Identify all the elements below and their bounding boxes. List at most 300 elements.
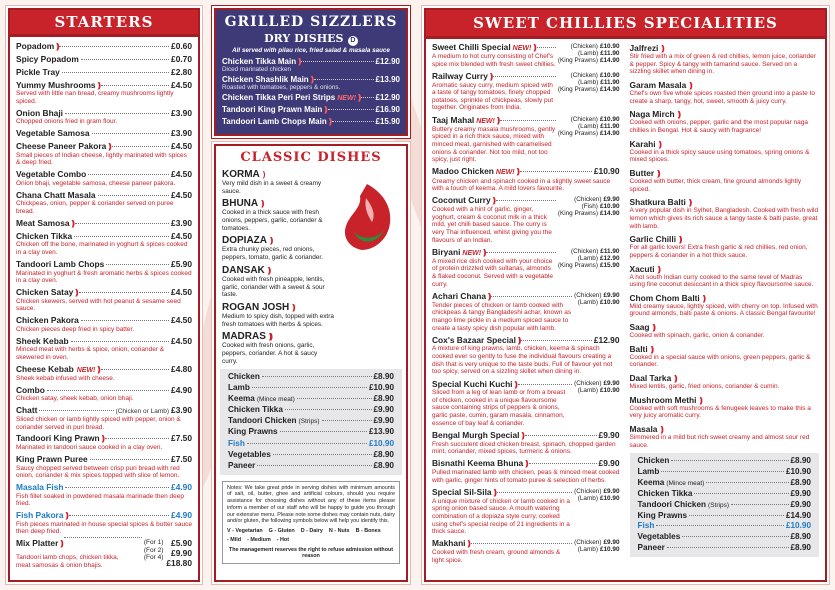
menu-item-row	[16, 260, 192, 270]
variant-price: £9.90	[603, 196, 620, 204]
classic-dish	[222, 265, 334, 299]
new-badge: NEW!	[76, 366, 96, 374]
item-price: £4.50	[171, 141, 192, 152]
item-price: £12.90	[593, 334, 620, 345]
speciality-price-row	[638, 456, 812, 465]
item-name: Chicken Pakora	[16, 315, 79, 326]
item-price: £10.90	[368, 383, 394, 393]
item-name: Biryani	[432, 246, 461, 257]
curry-style-item	[630, 264, 820, 289]
chili-icon: ))	[60, 539, 62, 549]
chili-icon: ))	[674, 374, 676, 384]
chili-icon: ))	[516, 167, 518, 177]
item-description: Aromatic saucy curry, medium spiced with a taste of tangy tomatoes, finely chopped potatoes, sprinkle of chickpeas, slowly put together. Originates from India.	[432, 81, 554, 112]
item-price: £3.90	[171, 128, 192, 139]
legend-item: - Mild	[227, 536, 242, 543]
speciality-item	[432, 43, 620, 68]
dish-description: Medium to spicy dish, topped with extra fresh tomatoes with herbs & spices.	[222, 312, 334, 328]
variant-prices	[558, 72, 620, 93]
item-name: Naga Mirch	[629, 109, 675, 120]
item-name: Tandoori Lamb Chops	[16, 258, 105, 269]
variant-label: (Lamb)	[578, 78, 599, 86]
variant-prices	[574, 488, 619, 502]
chili-icon: ))	[657, 168, 659, 178]
legend-item: G - Gluten	[268, 528, 295, 535]
item-name: Railway Curry	[432, 70, 488, 81]
starter-item	[16, 316, 192, 333]
variant-price: £10.90	[599, 546, 620, 554]
dish-description: Extra chunky pieces, red onions, peppers, tomato, garlic & coriander.	[222, 246, 323, 262]
specials-title: SWEET CHILLIES SPECIALITIES	[426, 10, 825, 39]
variant-label: (Chicken)	[574, 487, 602, 495]
menu-item-row	[16, 511, 192, 521]
specials-price-box	[630, 453, 820, 556]
starter-item	[16, 81, 192, 106]
curry-style-item	[630, 293, 820, 318]
variant-label: (King Prawns)	[557, 261, 598, 269]
item-subnote: (Strips)	[298, 418, 320, 426]
starter-item	[16, 109, 192, 126]
item-name: Bengal Murgh Special	[432, 429, 520, 440]
speciality-item	[432, 248, 620, 289]
item-name: Madoo Chicken	[432, 166, 494, 177]
classic-price-row	[228, 416, 394, 425]
starter-item	[16, 511, 192, 536]
legend-item: - Medium	[247, 536, 271, 543]
chili-icon: ))	[492, 196, 494, 206]
starter-item	[16, 406, 192, 431]
item-name: Lamb	[637, 467, 660, 477]
chili-icon: ))	[357, 93, 360, 103]
curry-style-item	[630, 424, 820, 449]
item-description: Creamy chicken and spinach cooked in a slightly sweet sauce with a touch of keema. A mild lovers favourite.	[432, 177, 611, 193]
item-name: Mushroom Methi	[629, 394, 697, 405]
sizzlers-panel	[214, 8, 408, 136]
item-description: Fish fillet soaked in powdered masala marinade then deep fried.	[16, 492, 185, 508]
speciality-item	[432, 292, 620, 332]
item-name: Makhani	[432, 538, 466, 549]
item-description: Mild creamy sauce, lightly spiced, with cherry on top. Infused with ground almonds, balti paste & onions. A classic Bengal favourite!	[629, 302, 818, 318]
item-name: Chicken Tikka	[228, 405, 283, 415]
mix-platter	[16, 539, 192, 569]
variant-prices	[574, 380, 619, 394]
menu-item-row	[16, 406, 192, 416]
classic-dishes	[222, 169, 334, 365]
item-price: £4.50	[171, 169, 192, 180]
item-description: Chicken satay, sheek kebab, onion bhaji.	[16, 395, 134, 403]
item-price: £2.80	[171, 66, 192, 77]
notes-text: Notes: We take great pride in serving dishes with minimum amounts of salt, oil, butter, ghee and artificial colours, should you require assistance for choosing dishes without any of these items please inform a member of our staff who will be happy to guide you through our extensive menu. Please note some dishes may contain nuts, dairy and/or gluten, the following symbols below will help you identify this.	[227, 484, 395, 525]
item-description: Buttery creamy masala mushrooms, gently spiced in a rich thick sauce, mixed with minced meat, garnished with caramelised onions & coriander. Not too mild, not too spicy, just right.	[432, 125, 556, 164]
curry-style-item	[630, 234, 820, 259]
variant-price: £10.90	[599, 386, 620, 394]
sizzler-item	[222, 105, 400, 114]
item-name: Masala Fish	[16, 482, 64, 493]
item-price: £14.90	[785, 510, 811, 520]
item-description: Simmered in a mild but rich sweet creamy and almost sour red sauce.	[629, 434, 810, 449]
menu-item-row	[16, 109, 192, 119]
item-name: Butter	[629, 167, 655, 178]
item-name: King Prawns	[228, 427, 278, 437]
item-description: Stir fried with a mix of green & red chillies, lemon juice, coriander & pepper. Spicy & tangy with tamarind sauce. Served on a sizzling skillet when dining in.	[629, 53, 816, 76]
item-price: £4.50	[171, 79, 192, 90]
item-name: Chom Chom Balti	[629, 292, 700, 303]
curry-style-item	[630, 168, 820, 193]
classic-price-row	[228, 372, 394, 381]
notes-box	[222, 481, 400, 565]
item-price: £4.90	[171, 384, 192, 395]
starter-item	[16, 55, 192, 65]
variant-label: (Chicken)	[570, 71, 598, 79]
starter-item	[16, 365, 192, 383]
item-name: Tandoori King Prawn Main	[222, 105, 323, 115]
chili-icon: ))	[324, 105, 326, 115]
chili-icon: ))	[489, 71, 492, 81]
classic-price-row	[228, 394, 394, 403]
item-description: Cooked with butter, thick cream, fine ground almonds lightly spiced.	[629, 177, 802, 193]
variant-price: £11.90	[600, 78, 620, 86]
item-name: Cheese Kebab	[16, 363, 74, 374]
item-name: Fish Pakora	[16, 510, 64, 521]
variant-price: £9.90	[603, 379, 620, 387]
chili-icon: ))	[496, 115, 499, 125]
variant-label: (Chicken)	[574, 291, 602, 299]
sizzler-list	[222, 57, 400, 126]
item-price: £3.90	[171, 107, 192, 118]
classic-dish	[222, 169, 334, 195]
chili-icon: ))	[483, 247, 485, 257]
speciality-item	[432, 196, 620, 244]
chili-logo	[332, 178, 402, 258]
mix-platter-name: Mix Platter	[16, 538, 59, 549]
item-description: For all garlic lovers! Extra fresh garlic & red chillies, red onion, peppers & coriander in a hot thick sauce.	[629, 244, 808, 259]
variant-label: (Fish)	[581, 203, 598, 211]
variant-prices	[574, 539, 619, 553]
chili-icon: ))	[292, 302, 294, 312]
item-price: £5.90	[171, 258, 192, 269]
new-badge: NEW!	[495, 169, 515, 177]
item-price: £4.90	[171, 482, 192, 493]
item-name: Tandoori King Prawn	[16, 433, 100, 444]
variant-label: (Lamb)	[577, 298, 598, 306]
starters-title: STARTERS	[10, 10, 198, 37]
sizzlers-note: All served with pilau rice, fried salad & masala sauce	[232, 47, 390, 54]
variant-label: (Lamb)	[577, 546, 598, 554]
chili-icon: ))	[328, 116, 331, 126]
item-price: £13.90	[375, 75, 400, 85]
speciality-price-row	[638, 478, 812, 487]
starter-item	[16, 232, 192, 257]
item-description: Chicken pieces deep fried in spicy batter.	[16, 325, 135, 333]
item-price: £16.90	[375, 105, 400, 115]
menu-item-row	[16, 455, 192, 465]
chili-icon: ))	[493, 487, 495, 497]
item-name: Balti	[629, 343, 648, 354]
starters-list	[16, 42, 192, 536]
chili-icon: ))	[699, 395, 701, 405]
classic-price-row	[228, 461, 394, 470]
speciality-price-row	[638, 521, 812, 530]
item-price: £8.90	[373, 394, 394, 404]
sizzler-item	[222, 57, 400, 73]
variant-label: (Chicken)	[574, 379, 602, 387]
curry-style-item	[630, 197, 820, 230]
starter-item	[16, 455, 192, 480]
classic-price-row	[228, 405, 394, 414]
item-name: Chicken Tikka Main	[222, 57, 297, 66]
speciality-price-row	[638, 500, 812, 509]
speciality-item	[432, 167, 620, 192]
variant-price: £14.90	[599, 57, 620, 64]
item-name: Daal Tarka	[629, 373, 672, 384]
dish-name: MADRAS	[222, 331, 266, 343]
item-price: £8.90	[790, 478, 811, 487]
chili-icon: ))	[658, 139, 660, 149]
mix-platter-desc: Tandoori lamb chops, chicken tikka, meat samosas & onion bhajis.	[16, 554, 119, 569]
item-price: £10.90	[368, 438, 394, 448]
menu-item-row	[16, 55, 192, 65]
item-name: Paneer	[228, 460, 256, 470]
item-price: £7.50	[171, 433, 192, 444]
chili-icon: )	[262, 170, 264, 179]
item-description: A mixture of king prawns, lamb, chicken, keema & spinach cooked ever so gently to fuse the individual flavours creating a dish that is very unique to the taste buds. Full of flavour yet not too spicy, served on a sizzling skillet when dining in.	[432, 345, 613, 376]
menu-item-row	[16, 129, 192, 139]
curry-style-item	[630, 373, 820, 391]
item-name: Vegetable Samosa	[16, 128, 90, 139]
starter-item	[16, 434, 192, 451]
item-description: Chopped onions fried in gram flour.	[16, 118, 118, 126]
item-price: £3.90	[171, 217, 192, 228]
menu-item-row	[16, 81, 192, 91]
item-price: £8.90	[373, 372, 394, 382]
classic-dish	[222, 302, 334, 328]
item-description: Cooked in a special sauce with onions, green peppers, garlic & coriander.	[629, 353, 811, 369]
specials-right-column	[630, 43, 820, 449]
chili-icon: ))	[101, 434, 103, 444]
item-price: £3.90	[171, 405, 192, 416]
item-name: Coconut Curry	[432, 195, 491, 206]
disclaimer: The management reserves the right to refuse admission without reason	[228, 546, 394, 560]
sizzler-item	[222, 117, 400, 126]
classic-price-box	[220, 369, 402, 474]
item-description: Cooked with soft mushrooms & fenugeek leaves to make this a very juicy aromatic curry.	[629, 404, 811, 420]
item-price: £8.90	[373, 449, 394, 459]
dairy-icon: D	[348, 36, 358, 46]
item-description: Fresh succulent diced chicken breast, spinach, chopped garden mint, coriander, mixed spices, turmeric & onions.	[432, 440, 616, 456]
item-name: Tandoori Chicken	[228, 416, 297, 426]
chili-icon: ))	[65, 511, 67, 521]
legend-item: V - Vegetarian	[227, 528, 263, 535]
item-name: Keema	[637, 478, 665, 487]
variant-label: (Chicken)	[570, 115, 598, 123]
item-price: £8.90	[790, 532, 811, 542]
item-name: Chicken Tikka Peri Peri Strips	[222, 93, 336, 103]
variant-prices	[558, 248, 620, 269]
variant-price: £10.90	[599, 115, 620, 123]
item-description: A hot south Indian curry cooked to the same level of Madras using fine coconut desiccant in a thick spicy flavoursome sauce.	[629, 273, 814, 289]
item-description: Marinated in yoghurt & fresh aromatic herbs & spices cooked in a clay oven.	[16, 269, 192, 285]
item-subnote: (Mince meat)	[666, 480, 705, 487]
curry-style-item	[630, 139, 820, 164]
item-name: King Prawns	[637, 510, 688, 520]
platter-sizes: (For 1) (For 2) (For 4)	[143, 539, 164, 562]
item-price: £10.90	[593, 166, 620, 177]
variant-label: (Chicken)	[574, 539, 602, 547]
item-price: £0.60	[171, 41, 192, 51]
chili-icon: ))	[650, 344, 652, 354]
chili-icon: ))	[71, 218, 73, 228]
item-name: Sweet Chilli Special	[432, 42, 511, 52]
menu-item-row	[16, 316, 192, 326]
classic-dish	[222, 331, 334, 365]
item-name: Chicken	[637, 456, 670, 466]
classic-price-row	[228, 439, 394, 448]
chili-icon: ))	[688, 198, 691, 208]
variant-price: £9.90	[603, 487, 620, 495]
item-name: Xacuti	[629, 263, 655, 274]
chili-icon: ))	[97, 364, 99, 374]
chili-icon: ))	[521, 430, 523, 440]
item-description: Cooked in a thick spicy sauce using tomatoes, spring onions & mixed spices.	[629, 148, 810, 164]
speciality-price-row	[638, 489, 812, 498]
item-price: £10.90	[785, 467, 811, 477]
variant-prices	[574, 292, 619, 306]
speciality-item	[432, 380, 620, 428]
item-name: Bisnathi Keema Bhuna	[432, 458, 524, 469]
item-price: £9.90	[373, 405, 394, 415]
item-name: Chicken	[228, 372, 260, 382]
item-price: £4.50	[171, 315, 192, 326]
menu-item-row	[16, 219, 192, 229]
menu-item-row	[16, 191, 192, 201]
chili-icon: ))	[488, 291, 490, 301]
item-description: A mixed rice dish cooked with your choice of protein drizzled with sultanas, almonds & flaked coconut. Served with a vegetable curry.	[432, 257, 554, 288]
specials-panel	[424, 8, 827, 582]
item-description: Chef's own five whole spices roasted then ground into a paste to create a sharp, tangy, hot, sweet, smooth & juicy curry.	[629, 89, 816, 105]
item-description: Sheek kebab infused with cheese.	[16, 374, 115, 382]
item-name: Chicken Tikka	[637, 488, 693, 498]
speciality-item	[432, 72, 620, 112]
chili-icon: )))	[268, 332, 271, 342]
classic-title: CLASSIC DISHES	[240, 150, 382, 165]
starter-item	[16, 260, 192, 285]
starter-item	[16, 219, 192, 229]
curry-style-item	[630, 395, 820, 420]
item-price: £8.90	[790, 542, 811, 552]
item-price: £9.90	[790, 499, 811, 509]
dish-name: BHUNA	[222, 198, 259, 210]
variant-label: (Chicken)	[570, 247, 599, 255]
item-price: £15.90	[375, 116, 400, 126]
item-name: Special Kuchi Kuchi	[432, 378, 513, 389]
item-description: A medium to hot curry consisting of Chef's spice mix blended with fresh sweet chillies.	[432, 53, 556, 68]
chili-logo-icon	[332, 178, 402, 258]
menu-item-row	[16, 68, 192, 78]
item-name: Spicy Popadom	[16, 53, 79, 64]
new-badge: NEW!	[462, 249, 482, 257]
item-description: Onion bhaji, vegetable samosa, cheese paneer pakora.	[16, 179, 176, 187]
variant-label: (King Prawns)	[557, 85, 598, 93]
item-description: Chickpeas, onion, pepper & coriander served on puree bread.	[16, 200, 174, 215]
item-name: Achari Chana	[432, 290, 486, 301]
dish-description: Cooked in a thick sauce with fresh onions, peppers, garlic, coriander & tomatoes.	[222, 209, 323, 232]
item-description: Sliced from a leg of lean lamb or from a breast of chicken, cooked in a unique flavoursome sauce containing strips of peppers & onions, garlic paste, cumin, garam masala, cinnamon, essence of bay leaf & coriander.	[432, 389, 566, 427]
item-price: £4.50	[171, 287, 192, 297]
item-description: Cooked with onions, pepper, garlic and the most popular naga chillies in Bengal. Hot & saucy with fragrance!	[629, 119, 809, 134]
chili-icon: ))	[270, 236, 272, 246]
item-price: £9.90	[598, 429, 620, 440]
item-price: £4.50	[171, 230, 192, 241]
variant-price: £10.90	[599, 203, 620, 211]
chili-icon: ))	[517, 335, 520, 345]
sizzlers-subtitle: DRY DISHES	[264, 32, 344, 45]
item-description: Chicken off the bone, marinated in yoghurt & spices cooked in a clay oven.	[16, 241, 188, 256]
item-description: A unique mixture of chicken or lamb cooked in a spring onion based sauce. A mouth watering combination of a dopiaza style curry, cooked using chef's special recipe of 21 ingredients in a thick sauce.	[432, 497, 571, 536]
variant-price: £10.90	[599, 494, 620, 502]
variant-label: (King Prawns)	[557, 210, 598, 218]
item-name: Onion Bhaji	[16, 107, 63, 118]
platter-prices: £5.90 £9.90 £18.80	[166, 538, 192, 568]
dish-name: ROGAN JOSH	[222, 301, 290, 313]
variant-prices	[558, 196, 620, 217]
curry-style-item	[630, 344, 820, 369]
classic-price-row	[228, 427, 394, 436]
item-price: £9.90	[790, 488, 811, 498]
item-name: Special Sil-Sila	[432, 486, 492, 497]
new-badge: NEW!	[476, 117, 495, 125]
speciality-price-row	[638, 467, 812, 476]
item-name: Cox's Bazaar Special	[432, 334, 516, 345]
starter-item	[16, 386, 192, 403]
item-price: £7.50	[171, 453, 192, 464]
chili-icon: ))	[533, 43, 535, 52]
variant-price: £14.90	[599, 85, 620, 93]
menu-item-row	[16, 42, 192, 52]
chili-icon: ))	[679, 235, 681, 245]
speciality-item	[432, 459, 620, 484]
menu-item-row	[16, 170, 192, 180]
item-name: Combo	[16, 384, 45, 395]
item-name: Shatkura Balti	[629, 197, 686, 208]
item-name: King Prawn Puree	[16, 453, 88, 464]
chili-icon: ))	[97, 80, 99, 90]
item-name: Tandoori Lamb Chops Main	[222, 116, 327, 126]
variant-price: £14.90	[599, 210, 620, 218]
item-description: Fish pieces marinated in house special spices & butter sauce then deep fried.	[16, 520, 192, 536]
item-name: Popadom	[16, 41, 55, 51]
menu-item-row	[16, 337, 192, 347]
speciality-item	[432, 336, 620, 376]
menu-item-row	[16, 232, 192, 242]
variant-label: (Lamb)	[577, 494, 598, 502]
item-description: Cooked with spinach, garlic, onion & coriander.	[629, 332, 765, 340]
chili-icon: ))	[661, 44, 663, 53]
starter-item	[16, 288, 192, 313]
item-description: Pulled marinated lamb with chicken, peas & minced meat cooked with garlic, ginger hints of tomato puree & selection of herbs.	[432, 469, 620, 484]
speciality-price-row	[638, 511, 812, 520]
variant-price: £9.90	[603, 291, 620, 299]
chili-icon: ))	[108, 142, 110, 152]
dietary-legend	[227, 528, 395, 544]
item-price: £8.90	[373, 460, 394, 470]
variant-price: £10.90	[599, 43, 620, 50]
chili-icon: ))	[56, 42, 58, 51]
chili-icon: ))	[467, 539, 469, 549]
item-description: Diced marinated chicken	[222, 66, 291, 74]
legend-item: N - Nuts	[328, 528, 350, 535]
specials-left-column	[432, 43, 620, 568]
dish-name: DOPIAZA	[222, 235, 267, 247]
